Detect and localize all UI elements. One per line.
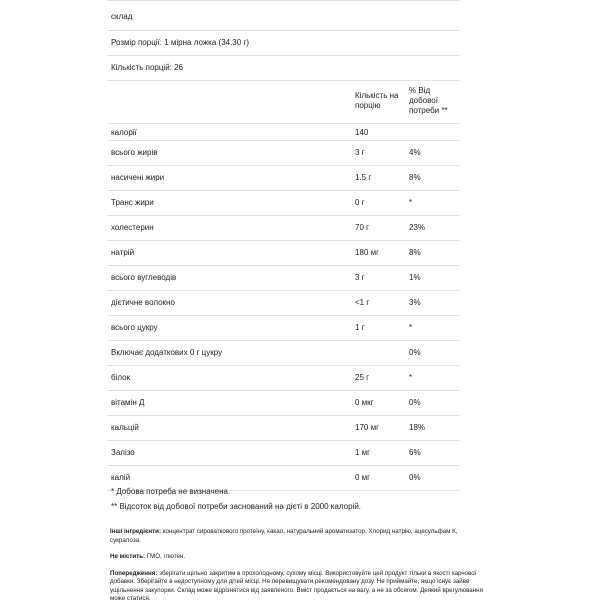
servings-count-row xyxy=(107,56,460,81)
nutrient-amount: 1 мг xyxy=(355,448,371,457)
nutrient-daily-value: 23% xyxy=(409,223,426,232)
nutrient-row xyxy=(107,266,460,291)
nutrient-row xyxy=(107,441,460,466)
free-from-text: ГМО, глютен. xyxy=(146,553,186,560)
nutrient-row xyxy=(107,124,460,141)
nutrient-daily-value: 8% xyxy=(409,173,421,182)
nutrient-name: натрій xyxy=(111,248,135,257)
serving-size-row xyxy=(107,31,460,56)
nutrient-row xyxy=(107,141,460,166)
nutrient-name: всього жирів xyxy=(111,148,158,157)
nutrient-amount: 170 мг xyxy=(355,423,379,432)
nutrient-row xyxy=(107,166,460,191)
nutrient-daily-value: * xyxy=(409,373,413,382)
nutrient-daily-value: 0% xyxy=(409,348,421,357)
serving-size-label: Розмір порції: 1 мірна ложка (34.30 г) xyxy=(111,38,250,47)
nutrient-row xyxy=(107,366,460,391)
nutrient-row xyxy=(107,291,460,316)
nutrient-amount: 3 г xyxy=(355,148,365,157)
nutrient-amount: 3 г xyxy=(355,273,365,282)
nutrient-daily-value: 3% xyxy=(409,298,421,307)
nutrient-name: кальцій xyxy=(111,423,139,432)
nutrient-name: насичені жири xyxy=(111,173,165,182)
ingredients-text: концентрат сироваткового протеїну, какао, натуральний ароматизатор, Хлорид натрію, ацесульфам К, сукралоза. xyxy=(110,528,458,544)
nutrient-row xyxy=(107,191,460,216)
nutrient-name: всього цукру xyxy=(111,323,158,332)
nutrient-amount: <1 г xyxy=(355,298,370,307)
nutrient-name: Транс жири xyxy=(111,198,154,207)
nutrient-name: калій xyxy=(111,473,131,482)
nutrient-row xyxy=(107,241,460,266)
nutrient-daily-value: * xyxy=(409,323,413,332)
nutrient-daily-value: 18% xyxy=(409,423,426,432)
nutrient-name: дієтичне волокно xyxy=(111,298,175,307)
nutrient-name: холестерин xyxy=(111,223,154,232)
composition-label: склад xyxy=(111,12,133,21)
nutrient-daily-value: 1% xyxy=(409,273,421,282)
nutrient-daily-value: 6% xyxy=(409,448,421,457)
nutrient-amount: 0 г xyxy=(355,198,365,207)
nutrient-amount: 0 мкг xyxy=(355,398,374,407)
nutrient-name: Включає додаткових 0 г цукру xyxy=(111,348,223,357)
warning-text: зберігати щільно закритим в прохолодному, сухому місці. Використовуйте цей продукт тільки в якості харчової добавки. Зберігайте в недоступному для дітей місці. Не перевищувати рекомендовану дозу. Не приймайте, якщо існує зайве ущільнення закупорки. Склад може відрізнятися від заявленого. Вміст продається на вагу, а не за обсягом. Деякий врегулювання може статися. xyxy=(110,569,483,602)
free-from-label: Не містить: xyxy=(110,553,146,560)
nutrient-amount: 1.5 г xyxy=(355,173,372,182)
nutrient-name: вітамін Д xyxy=(111,398,145,407)
nutrition-table xyxy=(107,0,460,491)
nutrient-daily-value: 4% xyxy=(409,148,421,157)
warning-label: Попередження: xyxy=(110,569,158,577)
product-notes xyxy=(110,528,485,612)
nutrient-row xyxy=(107,341,460,366)
nutrient-daily-value: 8% xyxy=(409,248,421,257)
nutrient-row xyxy=(107,316,460,341)
warning-paragraph xyxy=(110,570,485,604)
ingredients-label: Інші інгредієнти: xyxy=(110,528,162,535)
ingredients-paragraph xyxy=(110,528,485,545)
footnote-undefined: * Добова потреба не визначена. xyxy=(111,487,231,496)
nutrient-amount: 0 мг xyxy=(355,473,371,482)
column-header-row xyxy=(107,81,460,124)
composition-row xyxy=(107,0,460,31)
footnote-daily-basis: ** Відсоток від добової потреби заснований на дієті в 2000 калорій. xyxy=(111,502,362,511)
nutrient-amount: 70 г xyxy=(355,223,370,232)
nutrient-name: Залізо xyxy=(111,448,135,457)
nutrient-amount: 25 г xyxy=(355,373,370,382)
nutrient-name: всього вуглеводів xyxy=(111,273,177,282)
nutrient-amount: 180 мг xyxy=(355,248,379,257)
nutrient-row xyxy=(107,391,460,416)
nutrient-amount: 1 г xyxy=(355,323,365,332)
nutrient-daily-value: * xyxy=(409,198,413,207)
nutrient-amount: 140 xyxy=(355,128,369,137)
nutrient-daily-value: 0% xyxy=(409,473,421,482)
nutrient-row xyxy=(107,216,460,241)
nutrient-name: калорії xyxy=(111,128,137,137)
nutrient-name: білок xyxy=(111,373,131,382)
servings-count-label: Кількість порцій: 26 xyxy=(111,63,184,72)
free-from-paragraph xyxy=(110,553,485,562)
daily-value-column-header: % Від добової потреби ** xyxy=(409,86,448,115)
amount-column-header: Кількість на порцію xyxy=(355,91,399,110)
nutrient-daily-value: 0% xyxy=(409,398,421,407)
nutrient-row xyxy=(107,416,460,441)
nutrient-rows xyxy=(107,124,460,491)
